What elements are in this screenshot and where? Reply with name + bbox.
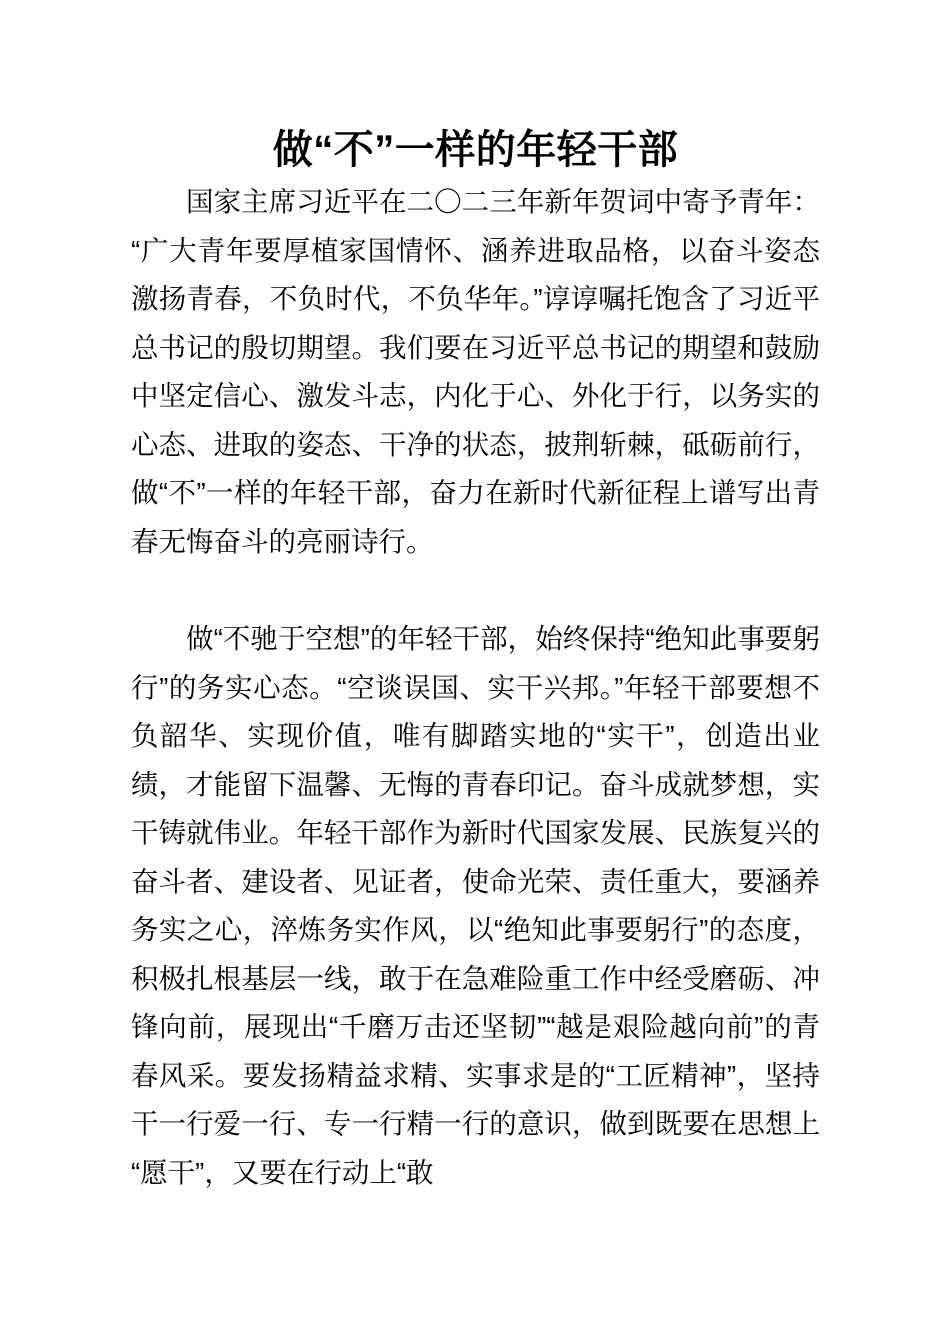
document-body	[131, 178, 820, 1197]
paragraph-intro: 国家主席习近平在二〇二三年新年贺词中寄予青年：“广大青年要厚植家国情怀、涵养进取品格，以奋斗姿态激扬青春，不负时代，不负华年。”谆谆嘱托饱含了习近平总书记的殷切期望。我们要在习近平总书记的期望和鼓励中坚定信心、激发斗志，内化于心、外化于行，以务实的心态、进取的姿态、干净的状态，披荆斩棘，砥砺前行，做“不”一样的年轻干部，奋力在新时代新征程上谱写出青春无悔奋斗的亮丽诗行。	[131, 186, 820, 557]
document-content	[131, 0, 820, 1197]
paragraph-body: 做“不驰于空想”的年轻干部，始终保持“绝知此事要躬行”的务实心态。“空谈误国、实干兴邦。”年轻干部要想不负韶华、实现价值，唯有脚踏实地的“实干”，创造出业绩，才能留下温馨、无悔的青春印记。奋斗成就梦想，实干铸就伟业。年轻干部作为新时代国家发展、民族复兴的奋斗者、建设者、见证者，使命光荣、责任重大，要涵养务实之心，淬炼务实作风，以“绝知此事要躬行”的态度，积极扎根基层一线，敢于在急难险重工作中经受磨砺、冲锋向前，展现出“千磨万击还坚韧”“越是艰险越向前”的青春风采。要发扬精益求精、实事求是的“工匠精神”，坚持干一行爱一行、专一行精一行的意识，做到既要在思想上“愿干”，又要在行动上“敢	[131, 623, 820, 1188]
document-title: 做“不”一样的年轻干部	[272, 128, 679, 172]
